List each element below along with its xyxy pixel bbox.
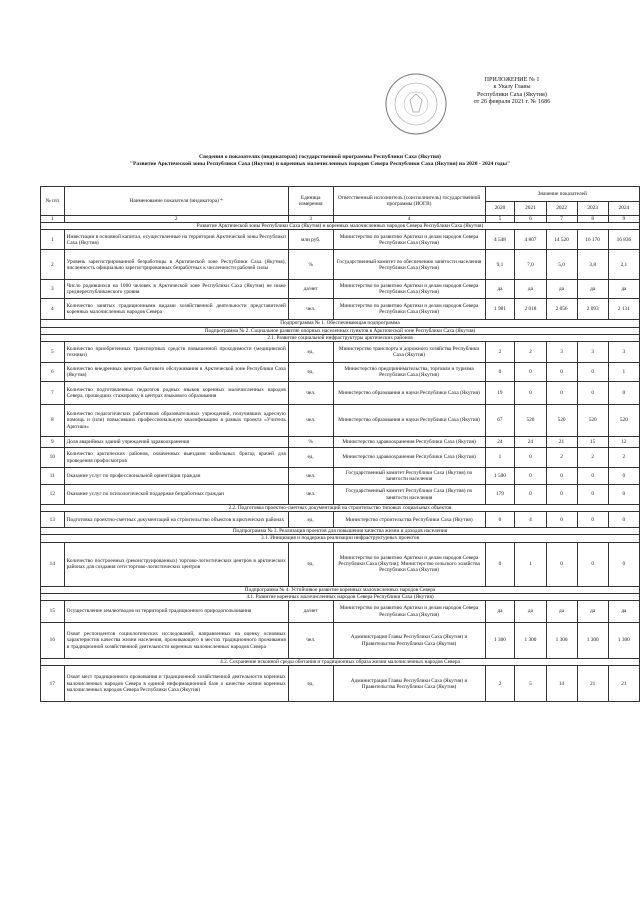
header-year: 2021: [515, 202, 546, 216]
table-row: [41, 448, 640, 468]
value-cell: 7,0: [515, 250, 546, 280]
table-row: [41, 623, 640, 659]
table-row: [41, 363, 640, 382]
value-cell: 2: [577, 448, 608, 468]
value-cell: 2: [485, 666, 515, 702]
header-year: 2020: [485, 202, 515, 216]
section-heading: 2.2. Подготовка проектно-сметных документаций на строительство типовых социальных объектов: [41, 505, 640, 512]
row-number: 16: [41, 623, 65, 659]
responsible-executor: Министерство транспорта и дорожного хозяйства Республики Саха (Якутия): [333, 342, 485, 363]
unit-of-measure: чел.: [288, 468, 333, 485]
value-cell: 16 170: [577, 230, 608, 250]
indicator-name: Доля аварийных зданий учреждений здравоохранения: [64, 437, 288, 448]
unit-of-measure: ед.: [288, 666, 333, 702]
value-cell: 0: [546, 468, 577, 485]
value-cell: да: [515, 601, 546, 623]
responsible-executor: Министерство по развитию Арктики и делам народов Севера Республики Саха (Якутия): [333, 299, 485, 320]
document-title: [40, 154, 600, 168]
column-number: 1: [41, 216, 65, 223]
value-cell: 520: [515, 405, 546, 437]
value-cell: 2 056: [546, 299, 577, 320]
value-cell: да: [485, 601, 515, 623]
row-number: 12: [41, 485, 65, 505]
value-cell: 0: [515, 468, 546, 485]
value-cell: 2 018: [515, 299, 546, 320]
indicator-name: Количество приобретенных транспортных средств повышенной проходимости (медицинской техники): [64, 342, 288, 363]
value-cell: да: [608, 280, 639, 299]
value-cell: 520: [577, 405, 608, 437]
unit-of-measure: чел.: [288, 299, 333, 320]
column-number: 3: [288, 216, 333, 223]
value-cell: 12: [608, 437, 639, 448]
value-cell: 5: [515, 666, 546, 702]
title-line-1: Сведения о показателях (индикаторах) государственной программы Республики Саха (Якутия): [199, 154, 441, 160]
value-cell: 15: [577, 437, 608, 448]
appendix-block: [452, 76, 572, 106]
value-cell: 67: [485, 405, 515, 437]
value-cell: да: [577, 601, 608, 623]
value-cell: 1 500: [485, 468, 515, 485]
value-cell: 0: [546, 485, 577, 505]
row-number: 6: [41, 363, 65, 382]
row-number: 7: [41, 382, 65, 405]
value-cell: 24: [515, 437, 546, 448]
unit-of-measure: ед.: [288, 342, 333, 363]
header-year: 2024: [608, 202, 639, 216]
row-number: 2: [41, 250, 65, 280]
row-number: 15: [41, 601, 65, 623]
value-cell: 0: [608, 468, 639, 485]
indicator-name: Подготовка проектно-сметных документаций на строительство объектов в арктических районах: [64, 512, 288, 528]
column-number: 2: [64, 216, 288, 223]
value-cell: 0: [515, 363, 546, 382]
table-row: [41, 342, 640, 363]
row-number: 9: [41, 437, 65, 448]
value-cell: 3: [546, 342, 577, 363]
value-cell: 16 836: [608, 230, 639, 250]
value-cell: 1 300: [577, 623, 608, 659]
responsible-executor: Министерство по развитию Арктики и делам народов Севера Республики Саха (Якутия): [333, 601, 485, 623]
responsible-executor: Министерство строительства Республики Саха (Якутия): [333, 512, 485, 528]
table-row: [41, 542, 640, 586]
appendix-line-3: Республики Саха (Якутия): [477, 90, 547, 98]
value-cell: 520: [546, 405, 577, 437]
value-cell: 2 131: [608, 299, 639, 320]
value-cell: 0: [546, 363, 577, 382]
table-row: [41, 405, 640, 437]
value-cell: 1: [608, 363, 639, 382]
value-cell: 14: [546, 666, 577, 702]
column-number: 9: [608, 216, 639, 223]
responsible-executor: Министерство образования и науки Республики Саха (Якутия): [333, 405, 485, 437]
value-cell: 21: [608, 666, 639, 702]
value-cell: 3: [608, 342, 639, 363]
responsible-executor: Министерство по развитию Арктики и делам народов Севера Республики Саха (Якутия): [333, 230, 485, 250]
value-cell: 4: [515, 512, 546, 528]
appendix-date: от 26 февраля 2021 г. № 1686: [473, 98, 551, 106]
value-cell: 2: [608, 448, 639, 468]
value-cell: 0: [608, 512, 639, 528]
header-unit: Единица измерения: [288, 187, 333, 216]
section-heading-row: [41, 334, 640, 341]
indicator-name: Инвестиции в основной капитал, осуществленные на территории Арктической зоны Республики Саха (Якутия): [64, 230, 288, 250]
value-cell: 0: [485, 512, 515, 528]
responsible-executor: Министерство здравоохранения Республики Саха (Якутия): [333, 448, 485, 468]
section-heading-row: [41, 535, 640, 542]
indicator-name: Количество подготовленных педагогов родных языков коренных малочисленных народов Севера, прошедших стажировку в центрах языкового образования: [64, 382, 288, 405]
value-cell: 0: [608, 485, 639, 505]
value-cell: 21: [577, 666, 608, 702]
header-responsible: Ответственный исполнитель (соисполнитель) государственной программы (ИОГВ): [333, 187, 485, 216]
appendix-title: ПРИЛОЖЕНИЕ № 1: [484, 76, 540, 83]
section-heading-row: [41, 659, 640, 666]
section-heading-row: [41, 505, 640, 512]
table-row: [41, 299, 640, 320]
value-cell: 0: [577, 468, 608, 485]
section-heading: Подпрограмма № 3. Реализация проектов для повышения качества жизни и доходов населения: [41, 528, 640, 535]
unit-of-measure: ед.: [288, 542, 333, 586]
responsible-executor: Государственный комитет Республики Саха (Якутия) по занятости населения: [333, 468, 485, 485]
indicator-name: Количество построенных (реконструированных) торгово-логистических центров в арктических районах для создания сети торгово-логистических центров: [64, 542, 288, 586]
column-number: 5: [485, 216, 515, 223]
value-cell: 0: [577, 382, 608, 405]
table-row: [41, 485, 640, 505]
value-cell: 24: [485, 437, 515, 448]
value-cell: 0: [515, 382, 546, 405]
value-cell: да: [515, 280, 546, 299]
value-cell: 3: [577, 342, 608, 363]
column-number: 7: [546, 216, 577, 223]
indicator-name: Охват мест традиционного проживания и традиционной хозяйственной деятельности коренных малочисленных народов Севера в единой информационной базе о качестве жизни коренных малочисленных народов Севера Республики Саха (Якутия): [64, 666, 288, 702]
responsible-executor: Государственный комитет Республики Саха (Якутия) по занятости населения: [333, 485, 485, 505]
column-number: 8: [577, 216, 608, 223]
value-cell: 0: [577, 512, 608, 528]
responsible-executor: Администрация Главы Республики Саха (Якутия) и Правительства Республики Саха (Якутия): [333, 666, 485, 702]
table-row: [41, 666, 640, 702]
value-cell: 2: [485, 342, 515, 363]
appendix-line-2: к Указу Главы: [493, 83, 531, 91]
section-heading-row: [41, 320, 640, 327]
section-heading-row: [41, 593, 640, 600]
title-line-2: "Развитие Арктической зоны Республики Саха (Якутия) и коренных малочисленных народов Севера Республики Саха (Якутия) на 2020 - 2024 годы": [129, 161, 511, 168]
table-row: [41, 230, 640, 250]
value-cell: 1 300: [485, 623, 515, 659]
value-cell: 19: [485, 382, 515, 405]
value-cell: 1: [485, 448, 515, 468]
value-cell: 520: [608, 405, 639, 437]
header-num: № п/п: [41, 187, 65, 216]
value-cell: 4 807: [515, 230, 546, 250]
value-cell: 1 300: [515, 623, 546, 659]
indicators-table: [40, 186, 640, 702]
row-number: 4: [41, 299, 65, 320]
table-row: [41, 601, 640, 623]
value-cell: 0: [515, 448, 546, 468]
responsible-executor: Министерство образования и науки Республики Саха (Якутия): [333, 382, 485, 405]
value-cell: 0: [485, 363, 515, 382]
value-cell: да: [485, 280, 515, 299]
responsible-executor: Министерство здравоохранения Республики Саха (Якутия): [333, 437, 485, 448]
value-cell: да: [608, 601, 639, 623]
unit-of-measure: чел.: [288, 382, 333, 405]
unit-of-measure: ед.: [288, 512, 333, 528]
unit-of-measure: чел.: [288, 623, 333, 659]
unit-of-measure: да/нет: [288, 601, 333, 623]
value-cell: 14 520: [546, 230, 577, 250]
unit-of-measure: млн руб.: [288, 230, 333, 250]
value-cell: 2: [546, 448, 577, 468]
responsible-executor: Министерство по развитию Арктики и делам народов Севера Республики Саха (Якутия): [333, 280, 485, 299]
row-number: 5: [41, 342, 65, 363]
section-heading: 4.1. Развитие коренных малочисленных народов Севера Республики Саха (Якутия): [41, 593, 640, 600]
value-cell: 9,1: [485, 250, 515, 280]
row-number: 10: [41, 448, 65, 468]
section-heading-row: [41, 223, 640, 230]
indicator-name: Охват респондентов социологических исследований, направленных на оценку основных характеристик качества жизни населения, проживающего в местах традиционного проживания и традиционной хозяйственной деятельности коренных малочисленных народов Севера: [64, 623, 288, 659]
indicator-name: Уровень зарегистрированной безработицы в Арктической зоне Республики Саха (Якутия), численность официально зарегистрированных безработных к численности рабочей силы: [64, 250, 288, 280]
section-heading: 3.1. Инициация и поддержка реализации инфраструктурных проектов: [41, 535, 640, 542]
indicator-name: Количество педагогических работников образовательных учреждений, получивших адресную помощь и (или) повысивших профессиональную квалификацию в рамках проекта «Учитель Арктики»: [64, 405, 288, 437]
seal-stamp: [384, 72, 448, 136]
value-cell: 179: [485, 485, 515, 505]
indicator-name: Количество арктических районов, охваченных выездами мобильных бригад врачей для проведения профосмотров: [64, 448, 288, 468]
unit-of-measure: да/нет: [288, 280, 333, 299]
section-heading: 2.1. Развитие социальной инфраструктуры арктических районов: [41, 334, 640, 341]
unit-of-measure: %: [288, 250, 333, 280]
section-heading: Подпрограмма № 2. Социальное развитие опорных населенных пунктов в Арктической зоне Республики Саха (Якутия): [41, 327, 640, 334]
row-number: 13: [41, 512, 65, 528]
section-heading: Развитие Арктической зоны Республики Саха (Якутия) и коренных малочисленных народов Севера Республики Саха (Якутия): [41, 223, 640, 230]
value-cell: 1: [515, 542, 546, 586]
value-cell: да: [546, 280, 577, 299]
header-year: 2022: [546, 202, 577, 216]
value-cell: 0: [515, 485, 546, 505]
responsible-executor: Администрация Главы Республики Саха (Якутия) и Правительства Республики Саха (Якутия): [333, 623, 485, 659]
unit-of-measure: чел.: [288, 485, 333, 505]
row-number: 1: [41, 230, 65, 250]
value-cell: да: [577, 280, 608, 299]
value-cell: 21: [546, 437, 577, 448]
table-row: [41, 280, 640, 299]
section-heading: 4.2. Сохранение исконной среды обитания и традиционных образа жизни малочисленных народов Севера: [41, 659, 640, 666]
section-heading-row: [41, 586, 640, 593]
unit-of-measure: ед.: [288, 448, 333, 468]
unit-of-measure: %: [288, 437, 333, 448]
header-name: Наименование показателя (индикатора) *: [64, 187, 288, 216]
responsible-executor: Государственный комитет по обеспечению занятости населения Республики Саха (Якутия): [333, 250, 485, 280]
section-heading: Подпрограмма № 4. Устойчивое развитие коренных малочисленных народов Севера: [41, 586, 640, 593]
indicator-name: Количество внедренных центров бытового обслуживания в Арктической зоне Республики Саха (Якутия): [64, 363, 288, 382]
value-cell: 0: [608, 382, 639, 405]
value-cell: 0: [546, 542, 577, 586]
table-row: [41, 382, 640, 405]
value-cell: 0: [577, 542, 608, 586]
indicator-name: Оказание услуг по профессиональной ориентации граждан: [64, 468, 288, 485]
indicator-name: Осуществление землеотводов из территорий традиционного природопользования: [64, 601, 288, 623]
value-cell: 1 300: [608, 623, 639, 659]
section-heading-row: [41, 327, 640, 334]
header-values: Значение показателей: [485, 187, 640, 202]
indicator-name: Количество занятых традиционными видами хозяйственной деятельности представителей коренных малочисленных народов Севера: [64, 299, 288, 320]
value-cell: 2 093: [577, 299, 608, 320]
value-cell: 5,0: [546, 250, 577, 280]
value-cell: 0: [608, 542, 639, 586]
section-heading-row: [41, 528, 640, 535]
row-number: 11: [41, 468, 65, 485]
table-row: [41, 512, 640, 528]
header-year: 2023: [577, 202, 608, 216]
table-row: [41, 437, 640, 448]
value-cell: да: [546, 601, 577, 623]
row-number: 8: [41, 405, 65, 437]
unit-of-measure: ед.: [288, 363, 333, 382]
value-cell: 4 548: [485, 230, 515, 250]
table-row: [41, 250, 640, 280]
value-cell: 0: [546, 382, 577, 405]
section-heading: Подпрограмма № 1. Обеспечивающая подпрограмма: [41, 320, 640, 327]
value-cell: 3,8: [577, 250, 608, 280]
value-cell: 1 300: [546, 623, 577, 659]
value-cell: 1 981: [485, 299, 515, 320]
responsible-executor: Министерство по развитию Арктики и делам народов Севера Республики Саха (Якутия); Министерство сельского хозяйства Республики Саха (Якутия): [333, 542, 485, 586]
indicator-name: Оказание услуг по психологической поддержке безработных граждан: [64, 485, 288, 505]
value-cell: 2,1: [608, 250, 639, 280]
value-cell: 0: [577, 485, 608, 505]
column-number: 4: [333, 216, 485, 223]
value-cell: 0: [577, 363, 608, 382]
value-cell: 0: [546, 512, 577, 528]
row-number: 3: [41, 280, 65, 299]
unit-of-measure: чел.: [288, 405, 333, 437]
value-cell: 2: [515, 342, 546, 363]
indicator-name: Число родившихся на 1000 человек в Арктической зоне Республики Саха (Якутия) не ниже среднереспубликанского уровня: [64, 280, 288, 299]
responsible-executor: Министерство предпринимательства, торговли и туризма Республики Саха (Якутия): [333, 363, 485, 382]
table-row: [41, 468, 640, 485]
row-number: 17: [41, 666, 65, 702]
value-cell: 0: [485, 542, 515, 586]
row-number: 14: [41, 542, 65, 586]
column-number: 6: [515, 216, 546, 223]
